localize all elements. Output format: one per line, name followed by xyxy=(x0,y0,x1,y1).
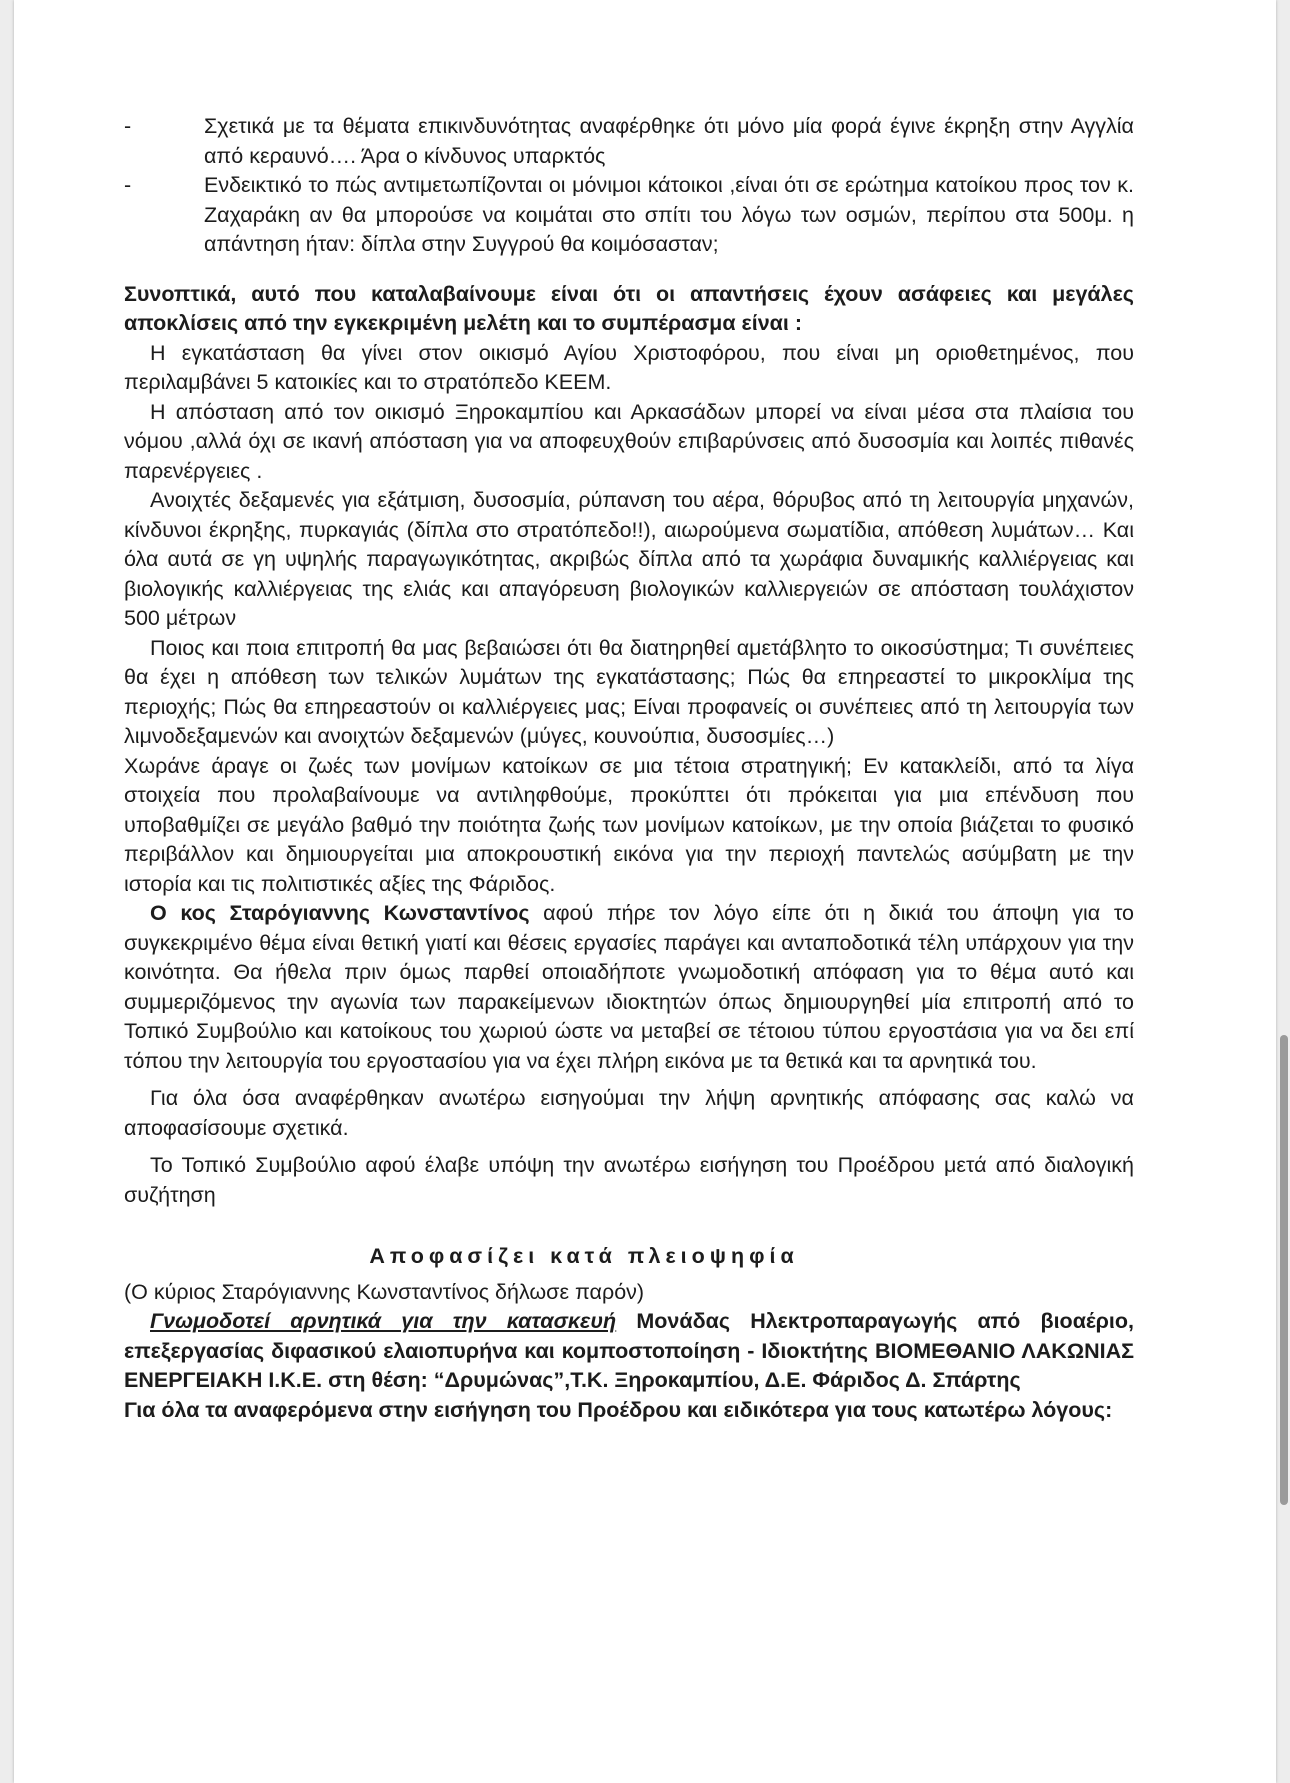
bullet-dash: - xyxy=(124,114,132,138)
paragraph: Η εγκατάσταση θα γίνει στον οικισμό Αγίου Χριστοφόρου, που είναι μη οριοθετημένος, που περιλαμβάνει 5 κατοικίες και το στρατόπεδο ΚΕΕΜ. xyxy=(124,340,1134,394)
abstain-note: (Ο κύριος Σταρόγιαννης Κωνσταντίνος δήλωσε παρόν) xyxy=(124,1279,645,1304)
bullet-dash: - xyxy=(124,173,132,197)
bullet-text: Ενδεικτικό το πώς αντιμετωπίζονται οι μόνιμοι κάτοικοι ,είναι ότι σε ερώτημα κατοίκου προς τον κ. Ζαχαράκη αν θα μπορούσε να κοιμάται στο σπίτι του λόγω των οσμών, περίπου στα 500μ. η απάντηση ήταν: δίπλα στην Συγγρού θα κοιμόσασταν; xyxy=(204,173,1134,256)
bullet-item xyxy=(124,112,1134,171)
paragraph: Χωράνε άραγε οι ζωές των μονίμων κατοίκων σε μια τέτοια στρατηγική; Εν κατακλείδι, από τα λίγα στοιχεία που προλαβαίνουμε να αντιληφθούμε, προκύπτει ότι πρόκειται για μια επένδυση που υποβαθμίζει σε μεγάλο βαθμό την ποιότητα ζωής των μονίμων κατοίκων, με την οποία βιάζεται το φυσικό περιβάλλον και δημιουργείται μια αποκρουστική εικόνα για την περιοχή παντελώς ασύμβατη με την ιστορία και τις πολιτιστικές αξίες της Φάριδος. xyxy=(124,753,1134,896)
speaker-text: αφού πήρε τον λόγο είπε ότι η δικιά του άποψη για το συγκεκριμένο θέμα είναι θετική γιατί και θέσεις εργασίες παράγει και ανταποδοτικά τέλη υπάρχουν για την κοινότητα. Θα ήθελα πριν όμως παρθεί οποιαδήποτε γνωμοδοτική απόφαση για το θέμα αυτό και συμμεριζόμενος την αγωνία των παρακείμενων ιδιοκτητών όπως δημιουργηθεί μία επιτροπή από το Τοπικό Συμβούλιο και κατοίκους του χωριού ώστε να μεταβεί σε τέτοιου τύπου εργοστάσια για να δει επί τόπου την λειτουργία του εργοστασίου για να έχει πλήρη εικόνα με τα θετικά και τα αρνητικά του. xyxy=(124,901,1134,1073)
summary-statement: Συνοπτικά, αυτό που καταλαβαίνουμε είναι ότι οι απαντήσεις έχουν ασάφειες και μεγάλες αποκλίσεις από την εγκεκριμένη μελέτη και το συμπέρασμα είναι : xyxy=(124,281,1134,335)
decision-heading: Αποφασίζει κατά πλειοψηφία xyxy=(369,1244,799,1268)
decision-body: Μονάδας Ηλεκτροπαραγωγής από βιοαέριο, επεξεργασίας διφασικού ελαιοπυρήνα και κομποστοποίηση - Ιδιοκτήτης ΒΙΟΜΕΘΑΝΙΟ ΛΑΚΩΝΙΑΣ ΕΝΕΡΓΕΙΑΚΗ Ι.Κ.Ε. στη θέση: “Δρυμώνας”,Τ.Κ. Ξηροκαμπίου, Δ.Ε. Φάριδος Δ. Σπάρτης xyxy=(124,1309,1134,1392)
council-paragraph: Το Τοπικό Συμβούλιο αφού έλαβε υπόψη την ανωτέρω εισήγηση του Προέδρου μετά από διαλογική συζήτηση xyxy=(124,1153,1134,1207)
paragraph: Ποιος και ποια επιτροπή θα μας βεβαιώσει ότι θα διατηρηθεί αμετάβλητο το οικοσύστημα; Τι συνέπειες θα έχει η απόθεση των τελικών λυμάτων της εγκατάστασης; Πώς θα επηρεαστεί το μικροκλίμα της περιοχής; Πώς θα επηρεαστούν οι καλλιέργειες μας; Είναι προφανείς οι συνέπειες από τη λειτουργία των λιμνοδεξαμενών και ανοιχτών δεξαμενών (μύγες, κουνούπια, δυσοσμίες…) xyxy=(124,635,1134,748)
bullet-item xyxy=(124,171,1134,260)
document-body xyxy=(124,112,1134,1425)
scrollbar-thumb[interactable] xyxy=(1280,1035,1288,1505)
recommendation-paragraph: Για όλα όσα αναφέρθηκαν ανωτέρω εισηγούμαι την λήψη αρνητικής απόφασης σας καλώ να αποφασίσουμε σχετικά. xyxy=(124,1086,1134,1140)
document-page xyxy=(14,0,1276,1783)
decision-paragraph xyxy=(124,1307,1134,1396)
speaker-paragraph xyxy=(124,899,1134,1076)
bullet-text: Σχετικά με τα θέματα επικινδυνότητας αναφέρθηκε ότι μόνο μία φορά έγινε έκρηξη στην Αγγλία από κεραυνό…. Άρα ο κίνδυνος υπαρκτός xyxy=(204,114,1134,168)
speaker-name: Ο κος Σταρόγιαννης Κωνσταντίνος xyxy=(150,901,530,925)
final-statement: Για όλα τα αναφερόμενα στην εισήγηση του Προέδρου και ειδικότερα για τους κατωτέρω λόγους: xyxy=(124,1397,1113,1422)
paragraph: Η απόσταση από τον οικισμό Ξηροκαμπίου και Αρκασάδων μπορεί να είναι μέσα στα πλαίσια του νόμου ,αλλά όχι σε ικανή απόσταση για να αποφευχθούν επιβαρύνσεις από δυσοσμία και λοιπές πιθανές παρενέργειες . xyxy=(124,399,1134,483)
paragraph: Ανοιχτές δεξαμενές για εξάτμιση, δυσοσμία, ρύπανση του αέρα, θόρυβος από τη λειτουργία μηχανών, κίνδυνοι έκρηξης, πυρκαγιάς (δίπλα στο στρατόπεδο!!), αιωρούμενα σωματίδια, απόθεση λυμάτων… Και όλα αυτά σε γη υψηλής παραγωγικότητας, ακριβώς δίπλα από τα χωράφια δυναμικής καλλιέργειας και βιολογικής καλλιέργειας της ελιάς και απαγόρευση βιολογικών καλλιεργειών σε απόσταση τουλάχιστον 500 μέτρων xyxy=(124,488,1134,630)
decision-lead: Γνωμοδοτεί αρνητικά για την κατασκευή xyxy=(150,1309,617,1333)
